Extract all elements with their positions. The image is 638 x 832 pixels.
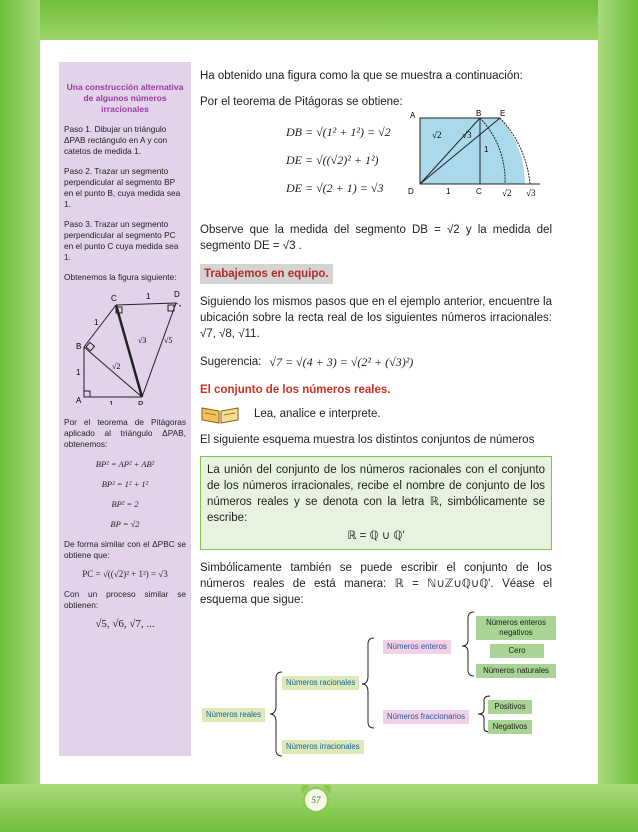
- sq-label-b: B: [476, 109, 482, 118]
- sq-label-sqrt3-axis: √3: [526, 188, 536, 198]
- follow-steps-text: Siguiendo los mismos pasos que en el ejemplo anterior, encuentre la ubicación sobre la recta real de los siguientes números irracionales: √7, √8, √11.: [200, 296, 552, 340]
- fig-label-a: A: [76, 396, 82, 405]
- equation-db: DB = √(1² + 1²) = √2: [286, 125, 391, 139]
- node-enteros-negativos: Números enteros negativos: [476, 616, 556, 640]
- sidebar: [59, 62, 191, 756]
- sq-label-d: D: [408, 187, 414, 196]
- theorem-text: Por el teorema de Pitágoras se obtiene:: [200, 96, 403, 108]
- read-instruction: Lea, analice e interprete.: [254, 408, 381, 420]
- teamwork-heading: Trabajemos en equipo.: [200, 264, 333, 284]
- sidebar-eq-4: BP = √2: [110, 519, 140, 529]
- sq-label-sqrt3: √3: [462, 130, 472, 140]
- node-numeros-reales: Números reales: [202, 708, 265, 722]
- suggestion-label: Sugerencia:: [200, 356, 262, 368]
- sq-label-a: A: [410, 111, 416, 120]
- fig-label-d: D: [174, 290, 180, 299]
- sq-label-sqrt2-axis: √2: [502, 188, 512, 198]
- spiral-figure: [64, 285, 184, 405]
- fig-label-sqrt2: √2: [112, 362, 121, 371]
- definition-text: La unión del conjunto de los números racionales con el conjunto de los números irracionales, recibe el nombre de conjunto de los números reales y se denota con la letra ℝ, simbólicamente se escribe:: [207, 464, 545, 524]
- node-numeros-enteros: Números enteros: [383, 640, 451, 654]
- equation-de-1: DE = √((√2)² + 1²): [286, 153, 379, 167]
- sidebar-pc-equation: PC = √((√2)² + 1²) = √3: [82, 569, 168, 579]
- sq-label-e: E: [500, 109, 506, 118]
- definition-formula: ℝ = ℚ ∪ ℚ': [347, 530, 405, 542]
- node-cero: Cero: [490, 644, 544, 658]
- fig-label-b: B: [76, 342, 82, 351]
- node-numeros-naturales: Números naturales: [476, 664, 556, 678]
- fig-label-1-ab: 1: [76, 368, 81, 377]
- sq-label-sqrt2: √2: [432, 130, 442, 140]
- page-number: 57: [311, 795, 321, 805]
- symbolic-text: Simbólicamente también se puede escribir el conjunto de los números reales de está manera: ℝ = ℕ∪ℤ∪ℚ∪ℚ'. Véase el esquema que sigue:: [200, 562, 552, 606]
- fig-label-1-cd: 1: [146, 292, 151, 301]
- observe-text: Observe que la medida del segmento DB = √2 y la medida del segmento DE = √3 .: [200, 224, 552, 252]
- pythagoras-block: [200, 109, 552, 214]
- book-icon: [200, 404, 240, 424]
- sidebar-pythagoras-text: Por el teorema de Pitágoras aplicado al triángulo ΔPAB, obtenemos:: [64, 417, 186, 449]
- page-number-badge: [296, 778, 336, 818]
- sidebar-figure-intro: Obtenemos la figura siguiente:: [64, 272, 177, 282]
- sidebar-process-text: Con un proceso similar se obtienen:: [64, 589, 186, 610]
- read-row: [200, 404, 552, 424]
- node-numeros-fraccionarios: Números fraccionarios: [383, 710, 469, 724]
- node-positivos: Positivos: [488, 700, 532, 714]
- sidebar-sequence: √5, √6, √7, ...: [95, 618, 155, 630]
- sidebar-title: Una construcción alternativa de algunos números irracionales: [66, 82, 184, 114]
- page-frame-left: [0, 0, 40, 832]
- page-frame-right: [598, 0, 638, 832]
- node-negativos: Negativos: [488, 720, 532, 734]
- sq-label-1-bc: 1: [484, 145, 489, 154]
- suggestion-equation: √7 = √(4 + 3) = √(2² + (√3)²): [269, 355, 414, 369]
- fig-label-c: C: [111, 294, 117, 303]
- node-numeros-irracionales: Números irracionales: [282, 740, 364, 754]
- fig-label-p: P: [138, 400, 144, 405]
- intro-text: Ha obtenido una figura como la que se muestra a continuación:: [200, 70, 523, 82]
- sidebar-eq-3: BP² = 2: [111, 499, 139, 509]
- sidebar-eq-2: BP² = 1² + 1²: [101, 479, 149, 489]
- sidebar-step-1: Paso 1. Dibujar un triángulo ΔPAB rectángulo en A y con catetos de medida 1.: [64, 124, 168, 156]
- sidebar-step-3: Paso 3. Trazar un segmento perpendicular al segmento PC en el punto C cuya medida sea 1.: [64, 219, 179, 262]
- sidebar-similar-text: De forma similar con el ΔPBC se obtiene que:: [64, 539, 186, 560]
- node-numeros-racionales: Números racionales: [282, 676, 359, 690]
- square-construction-figure: [400, 108, 550, 200]
- reals-heading: El conjunto de los números reales.: [200, 384, 391, 396]
- fig-label-sqrt3: √3: [138, 336, 147, 345]
- sq-label-1-dc: 1: [446, 187, 451, 196]
- fig-label-1-ap: 1: [109, 400, 114, 405]
- sidebar-step-2: Paso 2. Trazar un segmento perpendicular al segmento BP en el punto B, cuya medida sea 1.: [64, 166, 181, 209]
- suggestion-row: [200, 354, 552, 370]
- fig-label-sqrt5: √5: [164, 336, 173, 345]
- sq-label-c: C: [476, 187, 482, 196]
- sidebar-eq-1: BP² = AP² + AB²: [95, 459, 155, 469]
- main-content: [200, 62, 552, 608]
- page-frame-top: [0, 0, 638, 40]
- scheme-intro: El siguiente esquema muestra los distintos conjuntos de números: [200, 434, 535, 446]
- definition-box: [200, 456, 552, 550]
- equation-de-2: DE = √(2 + 1) = √3: [286, 181, 384, 195]
- fig-label-1-bc: 1: [94, 318, 99, 327]
